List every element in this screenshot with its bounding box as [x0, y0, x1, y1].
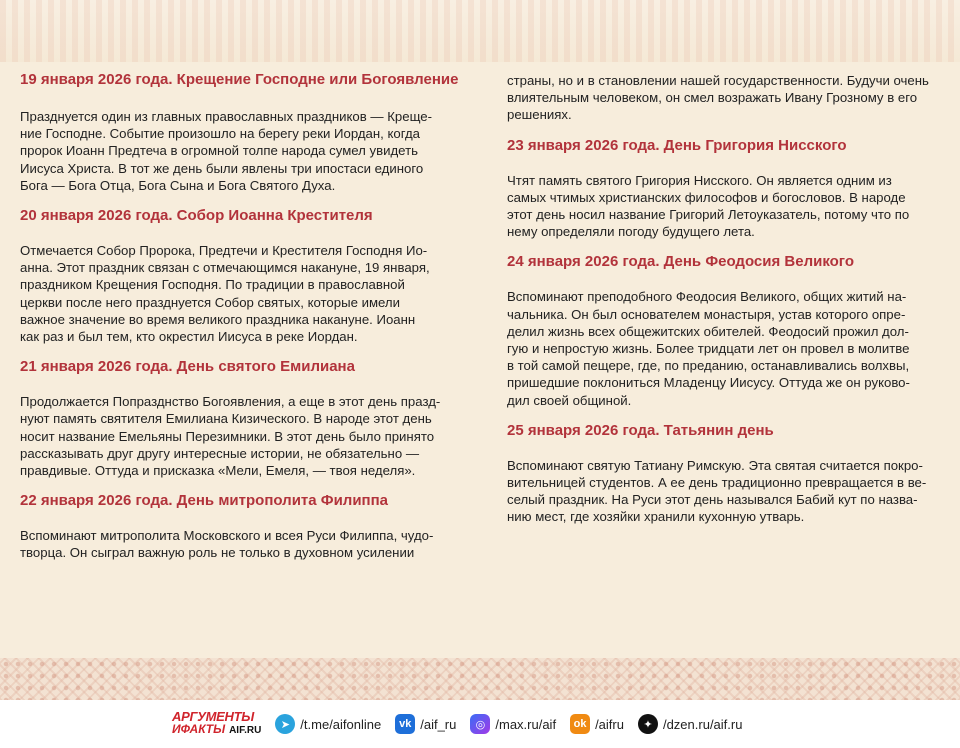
section-heading: 21 января 2026 года. День святого Емилиана: [20, 358, 355, 376]
section-heading: 22 января 2026 года. День митрополита Филиппа: [20, 492, 389, 510]
text-line: вительницей студентов. А ее день традиционно превращается в ве-: [507, 475, 927, 491]
text-line: Вспоминают святую Татиану Римскую. Эта святая считается покро-: [507, 457, 923, 473]
section-text: [20, 242, 466, 345]
ornament-band: [0, 658, 960, 700]
text-line: гую и непростую жизнь. Более тридцати лет он провел в молитве: [507, 341, 910, 357]
text-line: Бога — Бога Отца, Бога Сына и Бога Святого Духа.: [20, 177, 336, 193]
section-text: [20, 527, 466, 561]
text-line: церкви после него празднуется Собор святых, которые имели: [20, 294, 400, 310]
section-text: [507, 457, 937, 526]
logo-line-2: [172, 723, 261, 737]
social-link-label: /max.ru/aif: [495, 716, 557, 732]
section-text: [507, 172, 937, 241]
text-line: Отмечается Собор Пророка, Предтечи и Крестителя Господня Ио-: [20, 243, 428, 259]
aif-logo[interactable]: [172, 711, 261, 737]
text-line: в той самой пещере, где, по преданию, останавливались волхвы,: [507, 358, 910, 374]
text-line: творца. Он сыграл важную роль не только в духовном усилении: [20, 545, 415, 561]
text-line: пришедшие поклониться Младенцу Иисусу. Оттуда же он руково-: [507, 375, 910, 391]
text-line: носит название Емельяны Перезимники. В этот день было принято: [20, 428, 435, 444]
social-link-dzen[interactable]: [638, 714, 743, 734]
section-heading: 19 января 2026 года. Крещение Господне или Богоявление: [20, 71, 459, 88]
section-heading: 23 января 2026 года. День Григория Нисского: [507, 136, 847, 154]
vk-icon: vk: [395, 714, 415, 734]
social-link-odnoklassniki[interactable]: [570, 714, 624, 734]
article-body: [0, 62, 960, 658]
text-line: влиятельным человеком, он смел возражать Ивану Грозному в его: [507, 90, 918, 106]
section-heading: 25 января 2026 года. Татьянин день: [507, 421, 774, 439]
section-text-continued: [507, 72, 937, 124]
logo-site: AIF.RU: [229, 725, 262, 736]
social-link-vk[interactable]: [395, 714, 456, 734]
text-line: анна. Этот праздник связан с отмечающимся накануне, 19 января,: [20, 260, 430, 276]
text-line: нуют память святителя Емилиана Кизического. В народе этот день: [20, 411, 432, 427]
footer: [0, 700, 960, 748]
section-text: [507, 288, 937, 408]
text-line: самых чтимых христианских философов и богословов. В народе: [507, 189, 906, 205]
social-link-max[interactable]: [470, 714, 556, 734]
max-icon: ◎: [470, 714, 490, 734]
text-line: нию мест, где хозяйки хранили кухонную утварь.: [507, 509, 805, 525]
dzen-icon: ✦: [638, 714, 658, 734]
social-link-label: /aifru: [595, 716, 624, 732]
text-line: рассказывать друг другу интересные истории, не обязательно —: [20, 445, 420, 461]
text-line: как раз и был тем, кто окрестил Иисуса в реке Иордан.: [20, 329, 358, 345]
text-line: Вспоминают митрополита Московского и всея Руси Филиппа, чудо-: [20, 528, 434, 544]
text-line: чальника. Он был основателем монастыря, устав которого опре-: [507, 306, 906, 322]
text-line: правдивые. Оттуда и присказка «Мели, Емеля, — твоя неделя».: [20, 463, 416, 479]
text-line: праздником Крещения Господня. По традиции в православной: [20, 277, 405, 293]
text-line: этот день носил название Григорий Летоуказатель, потому что по: [507, 207, 910, 223]
section-heading: 24 января 2026 года. День Феодосия Великого: [507, 253, 855, 271]
logo-line-1: АРГУМЕНТЫ: [172, 709, 254, 724]
social-link-telegram[interactable]: [275, 714, 381, 734]
text-line: Чтят память святого Григория Нисского. Он является одним из: [507, 172, 892, 188]
logo-text: ИФАКТЫ: [172, 722, 226, 736]
text-line: ние Господне. Событие произошло на берегу реки Иордан, когда: [20, 126, 420, 142]
text-line: решениях.: [507, 107, 572, 123]
social-link-label: /t.me/aifonline: [300, 716, 382, 732]
text-line: важное значение во время великого праздника накануне. Иоанн: [20, 311, 416, 327]
social-link-label: /aif_ru: [420, 716, 457, 732]
text-line: селый праздник. На Руси этот день назывался Бабий кут по назва-: [507, 492, 918, 508]
top-decorative-band: [0, 0, 960, 62]
text-line: Продолжается Попразднство Богоявления, а еще в этот день празд-: [20, 394, 441, 410]
telegram-icon: ➤: [275, 714, 295, 734]
right-column: [507, 72, 937, 526]
text-line: страны, но и в становлении нашей государственности. Будучи очень: [507, 73, 929, 88]
left-column: [20, 70, 466, 562]
section-text: [20, 108, 466, 194]
social-link-label: /dzen.ru/aif.ru: [662, 716, 743, 732]
text-line: нему определяли погоду будущего лета.: [507, 224, 755, 240]
text-line: делил жизнь всех общежитских обителей. Феодосий прожил дол-: [507, 323, 909, 339]
text-line: Вспоминают преподобного Феодосия Великого, общих житий на-: [507, 289, 907, 305]
text-line: дил своей общиной.: [507, 392, 632, 408]
section-heading: 20 января 2026 года. Собор Иоанна Крестителя: [20, 207, 373, 225]
odnoklassniki-icon: ok: [570, 714, 590, 734]
section-text: [20, 393, 466, 479]
text-line: пророк Иоанн Предтеча в огромной толпе народа сумел увидеть: [20, 143, 418, 159]
text-line: Празднуется один из главных православных праздников — Креще-: [20, 109, 433, 124]
text-line: Иисуса Христа. В тот же день были явлены три ипостаси единого: [20, 160, 424, 176]
footer-links: [172, 711, 756, 737]
